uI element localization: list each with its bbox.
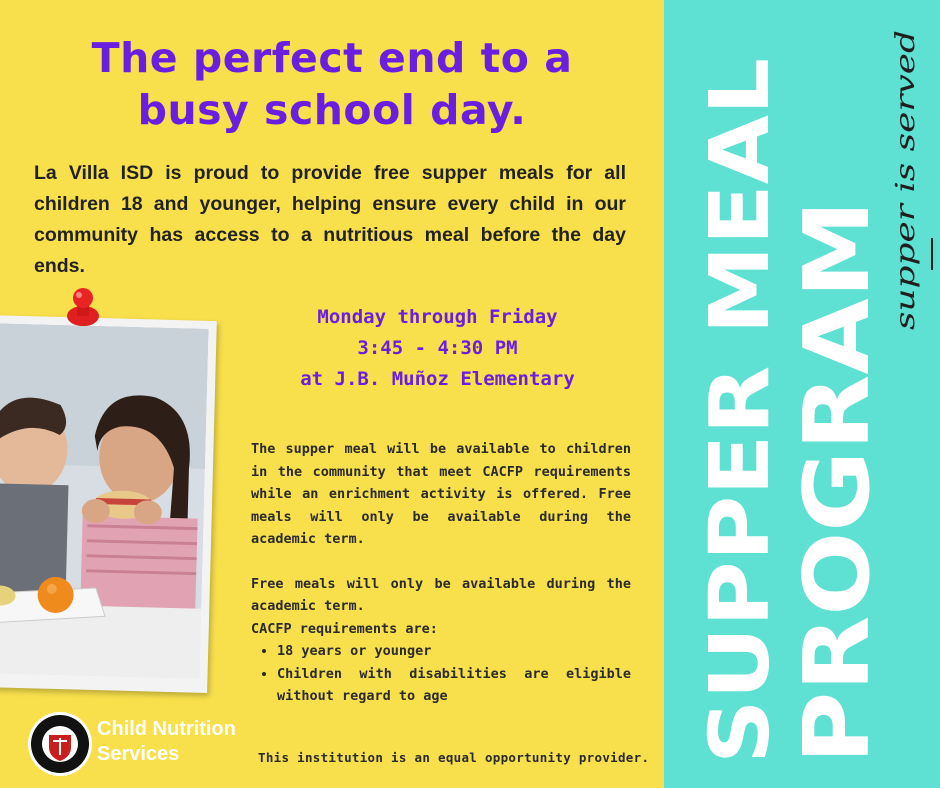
requirements-list bbox=[251, 640, 631, 708]
schedule-block bbox=[250, 302, 625, 395]
details-paragraph: The supper meal will be available to children in the community that meet CACFP requirements while an enrichment activity is offered. Free meals will only be available during the academic term. bbox=[251, 441, 631, 547]
vertical-title bbox=[664, 0, 940, 788]
push-pin-icon bbox=[60, 286, 106, 332]
headline-line-1: The perfect end to a bbox=[91, 34, 573, 82]
schedule-location: at J.B. Muñoz Elementary bbox=[300, 368, 575, 390]
details-block bbox=[251, 438, 631, 708]
side-title-line-2: PROGRAM bbox=[785, 249, 890, 764]
org-name bbox=[97, 717, 236, 767]
list-item: • Children with disabilities are eligible without regard to age bbox=[277, 663, 631, 708]
schedule-time: 3:45 - 4:30 PM bbox=[357, 337, 518, 359]
headline bbox=[20, 32, 644, 136]
headline-line-2: busy school day. bbox=[137, 86, 527, 134]
side-title-line-1: SUPPER MEAL bbox=[693, 117, 788, 764]
org-name-line-1: Child Nutrition bbox=[97, 718, 236, 740]
requirements-heading: CACFP requirements are: bbox=[251, 620, 438, 637]
photo-frame bbox=[0, 315, 217, 693]
list-item: • 18 years or younger bbox=[277, 640, 631, 663]
children-eating-photo bbox=[0, 323, 209, 679]
schedule-days: Monday through Friday bbox=[317, 306, 558, 328]
details-paragraph: Free meals will only be available during the academic term. bbox=[251, 575, 631, 614]
district-logo bbox=[27, 711, 93, 777]
intro-paragraph: La Villa ISD is proud to provide free supper meals for all children 18 and younger, helping ensure every child in our community has access to a nutritious meal before the day ends. bbox=[34, 162, 626, 277]
equal-opportunity-statement: This institution is an equal opportunity provider. bbox=[258, 750, 650, 765]
org-name-line-2: Services bbox=[97, 743, 180, 765]
side-title-script: supper is served bbox=[891, 112, 921, 330]
